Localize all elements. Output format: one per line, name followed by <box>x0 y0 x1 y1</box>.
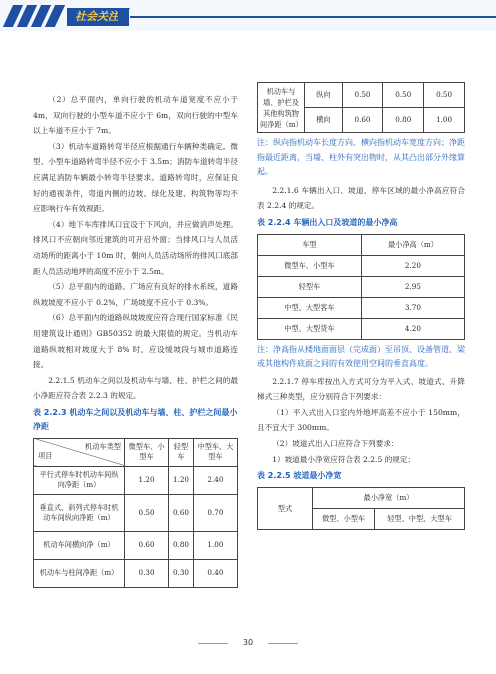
row-label: 垂直式、斜列式停车时机动车间纵向净距（m） <box>34 494 125 531</box>
table-cell: 1.20 <box>125 466 169 494</box>
left-column <box>33 92 238 588</box>
table-cell: 0.50 <box>125 494 169 531</box>
table-row <box>258 255 465 276</box>
table-cell: 轻型车 <box>258 276 362 297</box>
table-cell: 0.30 <box>125 559 169 587</box>
row-label: 型式 <box>258 488 313 530</box>
table-header-cell: 最小净高（m） <box>361 234 464 255</box>
table-cell: 0.60 <box>342 108 383 133</box>
table-2-2-4-caption: 表 2.2.4 车辆出入口及坡道的最小净高 <box>257 217 398 227</box>
table-2-2-4 <box>257 234 465 340</box>
table-row <box>34 494 238 531</box>
right-paragraph-1: 2.2.1.6 车辆出入口、坡道、停车区域的最小净高应符合表 2.2.4 的规定。 <box>257 185 465 211</box>
table-row <box>258 276 465 297</box>
table-cell: 1.20 <box>169 466 194 494</box>
left-paragraph-6: 2.2.1.5 机动车之间以及机动车与墙、柱、护栏之间的最小净距应符合表 2.2.3 的规定。 <box>33 375 238 401</box>
left-paragraph-3: （4）地下车库排风口宜设于下风向，并应做消声处理。排风口不应朝向邻近建筑的可开启外窗；当排风口与人员活动场所的距离小于 10m 时，朝向人员活动场所的排风口底部距人员活动地坪的高度不应小于 2.5m。 <box>33 219 238 276</box>
table-corner-cell <box>34 438 125 466</box>
table-cell: 0.50 <box>424 83 465 108</box>
note-1: 注：纵向指机动车长度方向、横向指机动车宽度方向；净距指最近距离，当墙、柱外有突出物时，从其凸出部分外缘算起。 <box>257 138 465 176</box>
row-label: 横向 <box>305 108 343 133</box>
table-2-2-3 <box>33 438 238 588</box>
page-number-dash-left <box>198 643 228 644</box>
page-number <box>0 638 496 647</box>
table-cell: 0.70 <box>193 494 237 531</box>
note-2: 注：净高指从楼地面面层（完成面）至吊顶、设备管道、梁或其他构件底面之间的有效使用空间的垂直高度。 <box>257 344 465 369</box>
table-row <box>34 531 238 559</box>
table-cell: 0.30 <box>169 559 194 587</box>
table-cell: 3.70 <box>361 297 464 318</box>
right-paragraph-4: （2）坡道式出入口应符合下列要求： <box>272 439 399 449</box>
table-2-2-3-continued <box>257 82 465 133</box>
header-bar <box>0 0 496 31</box>
table-header-row <box>258 234 465 255</box>
row-label: 机动车间横向净（m） <box>34 531 125 559</box>
left-paragraph-5: （6）总平面内的道路纵坡坡度应符合现行国家标准《民用建筑设计通则》GB50352 的最大限值的规定。当机动车道路纵坡相对坡度大于 8% 时，应设缓坡段与城市道路连接。 <box>33 313 238 370</box>
table-cell: 0.80 <box>383 108 424 133</box>
table-cell: 0.50 <box>383 83 424 108</box>
merged-row-label: 机动车与墙、护栏及其他构筑物间净距（m） <box>258 83 305 133</box>
table-row <box>258 297 465 318</box>
table-cell: 0.80 <box>169 531 194 559</box>
row-label: 纵向 <box>305 83 343 108</box>
table-cell: 中型、大型客车 <box>258 297 362 318</box>
right-paragraph-2: 2.2.1.7 停车库按出入方式可分为平入式、坡道式、升降梯式三种类型，应分别符合下列要求： <box>257 376 465 402</box>
left-paragraph-2: （3）机动车道路转弯半径应根据通行车辆种类确定。微型、小型车道路转弯半径不应小于 3.5m；消防车道转弯半径应满足消防车辆最小转弯半径要求。道路转弯时，应保证良好的通视条件，弯道内侧的边坡、绿化及建、构筑物等均不应影响行车有效视距。 <box>33 141 238 214</box>
table-header-cell: 轻型车 <box>169 438 194 466</box>
table-cell: 2.95 <box>361 276 464 297</box>
table-header-cell: 车型 <box>258 234 362 255</box>
table-2-2-5-caption: 表 2.2.5 坡道最小净宽 <box>257 471 342 481</box>
table-header-cell: 中型车、大型车 <box>193 438 237 466</box>
table-2-2-3-caption: 表 2.2.3 机动车之间以及机动车与墙、柱、护栏之间最小净距 <box>33 407 238 431</box>
table-cell: 微型车、小型车 <box>258 255 362 276</box>
section-tag: 社会关注 <box>67 8 129 26</box>
header-rule <box>130 16 496 18</box>
header-stripes <box>0 5 60 27</box>
table-cell: 0.60 <box>169 494 194 531</box>
corner-bottom-label: 项目 <box>38 450 53 460</box>
table-cell: 2.20 <box>361 255 464 276</box>
table-header-row <box>258 488 465 509</box>
table-header-row <box>34 438 238 466</box>
table-cell: 4.20 <box>361 318 464 339</box>
right-column <box>257 82 465 530</box>
row-label: 平行式停车时机动车间纵向净距（m） <box>34 466 125 494</box>
left-paragraph-1: （2）总平面内，单向行驶的机动车道宽度不应小于 4m，双向行驶的小型车道不应小于 6m，双向行驶的中型车以上车道不应小于 7m。 <box>33 95 238 136</box>
table-group-header: 最小净宽（m） <box>313 488 465 509</box>
table-2-2-5 <box>257 487 465 530</box>
right-paragraph-3: （1）平入式出入口室内外地坪高差不应小于 150mm，且不宜大于 300mm。 <box>257 407 465 433</box>
right-paragraph-5: 1）坡道最小净宽应符合表 2.2.5 的规定； <box>272 454 416 464</box>
left-paragraph-4: （5）总平面内的道路、广场应有良好的排水系统，道路纵坡坡度不应小于 0.2%，广场坡度不应小于 0.3%。 <box>33 282 238 307</box>
table-row <box>34 466 238 494</box>
table-row <box>258 83 465 108</box>
page-number-text: 30 <box>242 638 254 647</box>
table-cell: 中型、大型货车 <box>258 318 362 339</box>
table-cell: 1.00 <box>424 108 465 133</box>
section-tag-tail <box>118 8 130 26</box>
table-header-cell: 微型车、小型车 <box>125 438 169 466</box>
table-cell: 2.40 <box>193 466 237 494</box>
table-row <box>34 559 238 587</box>
corner-top-label: 机动车类型 <box>85 441 121 451</box>
page-number-dash-right <box>268 643 298 644</box>
table-cell: 1.00 <box>193 531 237 559</box>
table-header-cell: 轻型、中型、大型车 <box>375 509 465 530</box>
table-cell: 0.60 <box>125 531 169 559</box>
table-cell: 0.50 <box>342 83 383 108</box>
table-cell: 0.40 <box>193 559 237 587</box>
row-label: 机动车与柱间净距（m） <box>34 559 125 587</box>
table-header-cell: 微型、小型车 <box>313 509 375 530</box>
table-row <box>258 318 465 339</box>
